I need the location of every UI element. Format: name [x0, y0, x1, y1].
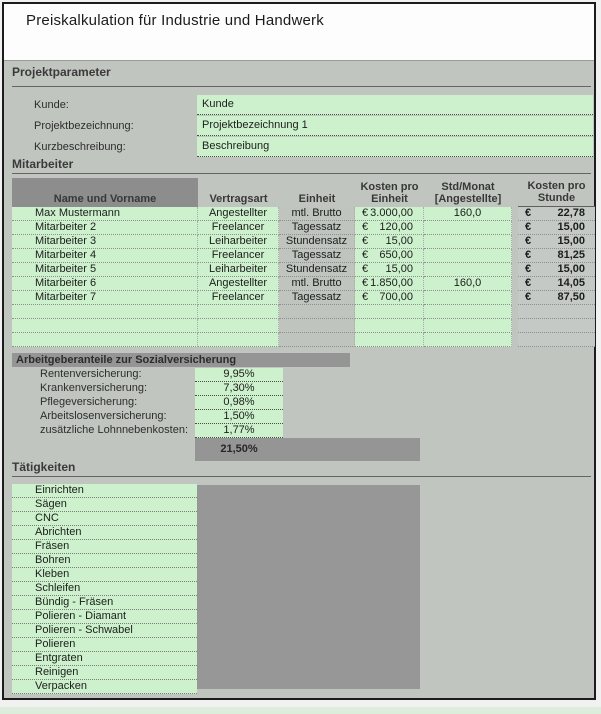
taetigkeit-item[interactable]: Verpacken	[12, 680, 197, 694]
cell-empty	[279, 305, 355, 319]
col-header-einheit: Einheit	[298, 193, 336, 205]
kosten-einheit-value: 15,00	[385, 263, 413, 275]
cell-vertragsart[interactable]: Freelancer	[198, 221, 279, 235]
sozial-value-field[interactable]: 1,77%	[195, 424, 283, 438]
cell-std-monat[interactable]	[424, 235, 512, 249]
cell-einheit: mtl. Brutto	[279, 277, 355, 291]
kunde-field[interactable]: Kunde	[197, 95, 593, 115]
cell-std-monat[interactable]	[424, 291, 512, 305]
currency-symbol: €	[525, 235, 532, 247]
kosten-einheit-value: 1.850,00	[370, 277, 413, 289]
currency-symbol: €	[362, 235, 369, 247]
cell-empty[interactable]	[12, 305, 198, 319]
cell-std-monat[interactable]	[424, 221, 512, 235]
cell-einheit: Stundensatz	[279, 235, 355, 249]
cell-kosten-einheit[interactable]	[355, 235, 424, 249]
kosten-einheit-value: 650,00	[379, 249, 413, 261]
sozial-row	[4, 424, 594, 438]
kosten-stunde-value: 15,00	[557, 263, 585, 275]
cell-kosten-einheit[interactable]	[355, 221, 424, 235]
currency-symbol: €	[362, 277, 369, 289]
currency-symbol: €	[525, 207, 532, 219]
cell-empty	[518, 333, 595, 347]
divider	[12, 476, 591, 477]
kosten-stunde-value: 14,05	[557, 277, 585, 289]
cell-vertragsart[interactable]: Leiharbeiter	[198, 263, 279, 277]
cell-empty[interactable]	[355, 305, 424, 319]
cell-kosten-einheit[interactable]	[355, 277, 424, 291]
cell-empty[interactable]	[198, 319, 279, 333]
cell-name[interactable]: Mitarbeiter 3	[12, 235, 198, 249]
taetigkeit-item[interactable]: Sägen	[12, 498, 197, 512]
taetigkeit-item[interactable]: Kleben	[12, 568, 197, 582]
cell-kosten-stunde	[518, 249, 595, 263]
sozial-row	[4, 410, 594, 424]
cell-einheit: mtl. Brutto	[279, 207, 355, 221]
currency-symbol: €	[525, 249, 532, 261]
sozial-value-field[interactable]: 7,30%	[195, 382, 283, 396]
table-row-empty[interactable]	[12, 305, 595, 319]
taetigkeit-item[interactable]: Fräsen	[12, 540, 197, 554]
table-row	[12, 291, 595, 305]
divider	[12, 173, 591, 174]
cell-einheit: Tagessatz	[279, 291, 355, 305]
cell-kosten-stunde	[518, 263, 595, 277]
sozial-row	[4, 396, 594, 410]
cell-kosten-stunde	[518, 277, 595, 291]
cell-kosten-stunde	[518, 235, 595, 249]
col-header-kosten-stunde: Kosten pro Stunde	[518, 178, 595, 207]
section-header-mitarbeiter: Mitarbeiter	[12, 157, 74, 171]
cell-std-monat[interactable]: 160,0	[424, 277, 512, 291]
col-header-vertragsart: Vertragsart	[209, 193, 268, 205]
projektbezeichnung-field[interactable]: Projektbezeichnung 1	[197, 116, 593, 136]
currency-symbol: €	[362, 249, 369, 261]
kurzbeschreibung-label: Kurzbeschreibung:	[34, 141, 126, 153]
cell-name[interactable]: Max Mustermann	[12, 207, 198, 221]
mitarbeiter-table	[12, 178, 595, 347]
taetigkeit-item[interactable]: Bündig - Fräsen	[12, 596, 197, 610]
table-row-empty[interactable]	[12, 333, 595, 347]
cell-empty[interactable]	[198, 305, 279, 319]
bottom-edge-strip	[0, 707, 601, 714]
cell-empty[interactable]	[12, 333, 198, 347]
taetigkeit-item[interactable]: Schleifen	[12, 582, 197, 596]
table-row	[12, 235, 595, 249]
cell-name[interactable]: Mitarbeiter 4	[12, 249, 198, 263]
cell-name[interactable]: Mitarbeiter 7	[12, 291, 198, 305]
cell-empty	[518, 305, 595, 319]
cell-kosten-stunde	[518, 207, 595, 221]
taetigkeit-item[interactable]: Polieren - Schwabel	[12, 624, 197, 638]
cell-empty[interactable]	[424, 305, 512, 319]
sozialversicherung-rows	[4, 368, 594, 438]
kosten-einheit-value: 700,00	[379, 291, 413, 303]
col-header-kosten-einheit: Kosten pro Einheit	[360, 181, 419, 205]
kosten-einheit-value: 3.000,00	[370, 207, 413, 219]
table-row	[12, 263, 595, 277]
cell-empty	[279, 319, 355, 333]
sozial-label: Arbeitslosenversicherung:	[40, 410, 167, 422]
currency-symbol: €	[362, 221, 369, 233]
worksheet-frame	[2, 2, 596, 700]
projektbezeichnung-label: Projektbezeichnung:	[34, 120, 134, 132]
taetigkeit-item[interactable]: Polieren - Diamant	[12, 610, 197, 624]
taetigkeit-item[interactable]: Einrichten	[12, 484, 197, 498]
sozial-label: Krankenversicherung:	[40, 382, 148, 394]
section-header-projektparameter: Projektparameter	[12, 65, 111, 79]
cell-std-monat[interactable]: 160,0	[424, 207, 512, 221]
taetigkeit-item[interactable]: Polieren	[12, 638, 197, 652]
cell-kosten-einheit[interactable]	[355, 291, 424, 305]
cell-kosten-einheit[interactable]	[355, 249, 424, 263]
table-row-empty[interactable]	[12, 319, 595, 333]
taetigkeit-item[interactable]: Entgraten	[12, 652, 197, 666]
table-row	[12, 207, 595, 221]
cell-vertragsart[interactable]: Freelancer	[198, 249, 279, 263]
col-header-std-monat: Std/Monat [Angestellte]	[434, 181, 502, 205]
kosten-stunde-value: 15,00	[557, 221, 585, 233]
cell-empty[interactable]	[424, 319, 512, 333]
cell-einheit: Tagessatz	[279, 249, 355, 263]
currency-symbol: €	[362, 291, 369, 303]
cell-empty[interactable]	[355, 333, 424, 347]
cell-kosten-einheit[interactable]	[355, 263, 424, 277]
cell-vertragsart[interactable]: Freelancer	[198, 291, 279, 305]
kunde-label: Kunde:	[34, 99, 69, 111]
taetigkeiten-gray-panel	[197, 485, 420, 689]
cell-std-monat[interactable]	[424, 249, 512, 263]
kosten-einheit-value: 120,00	[379, 221, 413, 233]
cell-name[interactable]: Mitarbeiter 2	[12, 221, 198, 235]
cell-empty[interactable]	[355, 319, 424, 333]
cell-name[interactable]: Mitarbeiter 5	[12, 263, 198, 277]
taetigkeiten-list	[12, 484, 197, 694]
cell-empty	[279, 333, 355, 347]
cell-vertragsart[interactable]: Angestellter	[198, 277, 279, 291]
divider	[12, 86, 591, 87]
table-row	[12, 221, 595, 235]
sozial-label: Pflegeversicherung:	[40, 396, 138, 408]
currency-symbol: €	[362, 263, 369, 275]
cell-kosten-stunde	[518, 221, 595, 235]
taetigkeit-item[interactable]: CNC	[12, 512, 197, 526]
sozial-value-field[interactable]: 1,50%	[195, 410, 283, 424]
cell-vertragsart[interactable]: Leiharbeiter	[198, 235, 279, 249]
col-header-name: Name und Vorname	[12, 178, 198, 207]
taetigkeit-item[interactable]: Abrichten	[12, 526, 197, 540]
sozial-label: zusätzliche Lohnnebenkosten:	[40, 424, 188, 436]
cell-kosten-einheit[interactable]	[355, 207, 424, 221]
cell-name[interactable]: Mitarbeiter 6	[12, 277, 198, 291]
table-header-row	[12, 178, 595, 207]
cell-kosten-stunde	[518, 291, 595, 305]
sozial-row	[4, 368, 594, 382]
cell-einheit: Tagessatz	[279, 221, 355, 235]
sozial-value-field[interactable]: 0,98%	[195, 396, 283, 410]
title-bar	[4, 4, 594, 61]
kosten-stunde-value: 87,50	[557, 291, 585, 303]
kosten-stunde-value: 22,78	[557, 207, 585, 219]
kosten-einheit-value: 15,00	[385, 235, 413, 247]
section-header-sozialversicherung: Arbeitgeberanteile zur Sozialversicherung	[12, 353, 350, 367]
currency-symbol: €	[362, 207, 369, 219]
sozial-label: Rentenversicherung:	[40, 368, 142, 380]
cell-vertragsart[interactable]: Angestellter	[198, 207, 279, 221]
cell-std-monat[interactable]	[424, 263, 512, 277]
kurzbeschreibung-field[interactable]: Beschreibung	[197, 137, 593, 157]
currency-symbol: €	[525, 221, 532, 233]
page-title: Preiskalkulation für Industrie und Handwerk	[26, 12, 324, 29]
cell-einheit: Stundensatz	[279, 263, 355, 277]
currency-symbol: €	[525, 291, 532, 303]
sozial-row	[4, 382, 594, 396]
cell-empty	[518, 319, 595, 333]
cell-empty[interactable]	[12, 319, 198, 333]
table-row	[12, 249, 595, 263]
currency-symbol: €	[525, 263, 532, 275]
cell-empty[interactable]	[424, 333, 512, 347]
cell-empty[interactable]	[198, 333, 279, 347]
sozial-total-value: 21,50%	[220, 443, 258, 455]
taetigkeit-item[interactable]: Bohren	[12, 554, 197, 568]
currency-symbol: €	[525, 277, 532, 289]
kosten-stunde-value: 81,25	[557, 249, 585, 261]
sozial-total-box	[195, 438, 420, 461]
table-body	[12, 207, 595, 305]
section-header-taetigkeiten: Tätigkeiten	[12, 460, 76, 474]
table-row	[12, 277, 595, 291]
sozial-value-field[interactable]: 9,95%	[195, 368, 283, 382]
taetigkeit-item[interactable]: Reinigen	[12, 666, 197, 680]
kosten-stunde-value: 15,00	[557, 235, 585, 247]
